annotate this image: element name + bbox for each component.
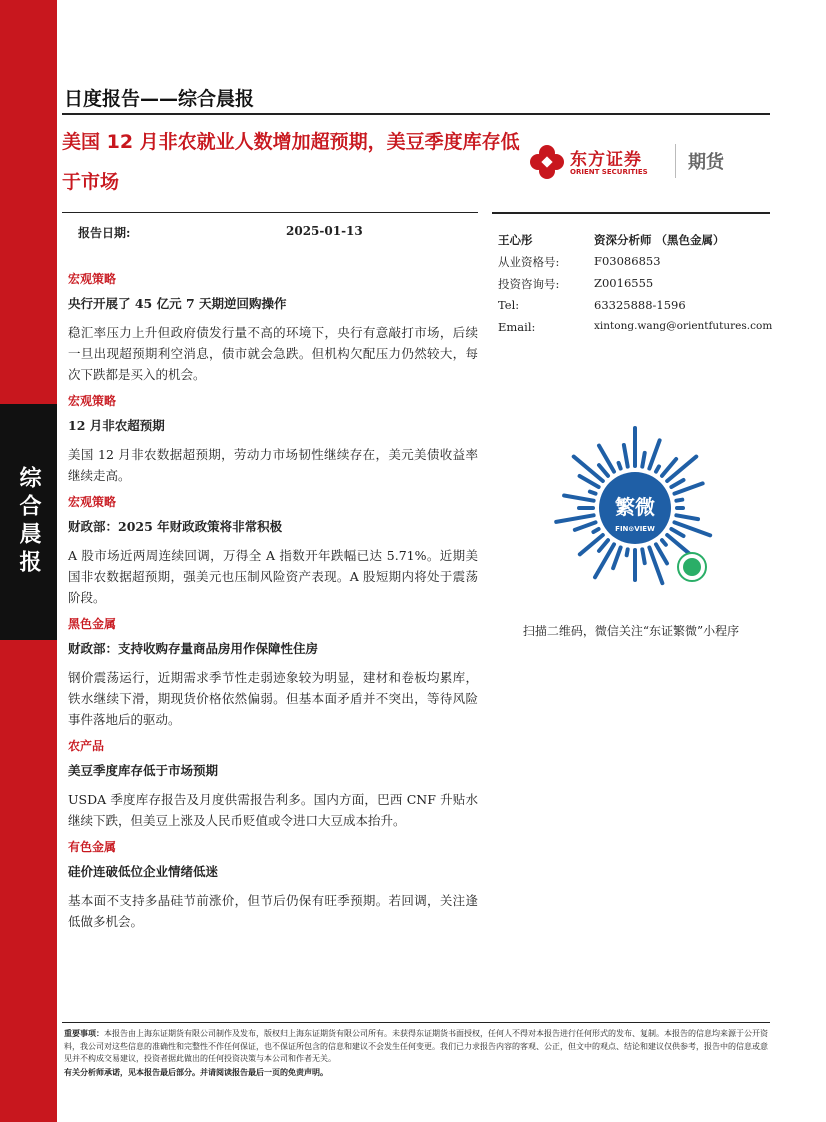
summary-section xyxy=(68,737,478,831)
summary-section xyxy=(68,838,478,932)
qr-spoke xyxy=(627,549,628,555)
section-text: 美国 12 月非农数据超预期，劳动力市场韧性继续存在，美元美债收益率继续走高。 xyxy=(68,447,478,483)
qr-spoke xyxy=(574,457,603,481)
qr-label-en: FIN⊙VIEW xyxy=(615,525,655,533)
section-category: 黑色金属 xyxy=(68,617,117,631)
analyst-title: 资深分析师 （黑色金属） xyxy=(594,233,725,247)
section-title: 财政部：2025 年财政政策将非常积极 xyxy=(68,519,283,534)
qr-spoke xyxy=(667,457,696,481)
qr-spoke xyxy=(642,549,644,563)
disclaimer-text: 本报告由上海东证期货有限公司制作及发布，版权归上海东证期货有限公司所有。未获得东证期货书面授权，任何人不得对本报告进行任何形式的发布、复制。本报告的信息均来源于公开资料，我公司对这些信息的准确性和完整性不作任何保证，也不保证所包含的信息和建议不会发生任何变更。我们已力求报告内容的客观、公正，但文中的观点、结论和建议仅供参考，报告中的信息或意见并不构成交易建议，投资者据此做出的任何投资决策与本公司和作者无关。 xyxy=(64,1029,768,1063)
report-type: 日度报告——综合晨报 xyxy=(64,88,255,110)
disclaimer xyxy=(64,1027,772,1079)
report-date-value: 2025-01-13 xyxy=(286,224,363,238)
report-date-label: 报告日期: xyxy=(78,226,131,240)
qr-spoke xyxy=(556,515,593,522)
qr-spoke xyxy=(676,515,698,519)
report-headline: 美国 12 月非农就业人数增加超预期，美豆季度库存低于市场 xyxy=(62,131,520,193)
qr-spoke xyxy=(676,500,682,501)
section-text: 稳汇率压力上升但政府债发行量不高的环境下，央行有意敲打市场，后续一旦出现超预期利空消息，债市就会急跌。但机构欠配压力仍然较大，每次下跌都是买入的机会。 xyxy=(68,325,478,382)
section-title: 硅价连破低位企业情绪低迷 xyxy=(68,864,219,879)
qr-spoke xyxy=(671,480,683,487)
logo-name: 东方证券 xyxy=(570,150,642,170)
section-text: 基本面不支持多晶硅节前涨价，但节后仍保有旺季预期。若回调，关注逢低做多机会。 xyxy=(68,893,478,929)
qr-spoke xyxy=(667,535,690,554)
analyst-commitment-note: 有关分析师承诺，见本报告最后部分。并请阅读报告最后一页的免责声明。 xyxy=(64,1066,328,1077)
qr-spoke xyxy=(564,495,594,500)
divider xyxy=(492,212,770,214)
section-text: 钢价震荡运行，近期需求季节性走弱迹象较为明显，建材和卷板均累库，铁水继续下滑，期现货价格依然偏弱。但基本面矛盾并不突出，等待风险事件落地后的驱动。 xyxy=(68,670,478,727)
divider xyxy=(62,212,478,213)
qr-spoke xyxy=(599,465,608,476)
logo-futures: 期货 xyxy=(688,152,724,173)
summary-section xyxy=(68,270,478,385)
qr-spoke xyxy=(619,463,621,469)
analyst-row xyxy=(498,320,773,342)
section-text: A 股市场近两周连续回调，万得全 A 指数开年跌幅已达 5.71%。近期美国非农数据超预期，强美元也压制风险资产表现。A 股短期内将处于震荡阶段。 xyxy=(68,548,478,605)
analyst-row-value: F03086853 xyxy=(594,254,661,268)
analyst-info xyxy=(498,232,773,342)
analyst-name: 王心彤 xyxy=(498,233,533,247)
side-section-label: 综合晨报 xyxy=(0,404,57,640)
mini-program-qr-code-icon[interactable] xyxy=(542,415,728,601)
qr-spoke xyxy=(575,522,596,530)
qr-spoke xyxy=(624,445,628,467)
summary-section xyxy=(68,493,478,608)
analyst-row-key: Tel: xyxy=(498,298,520,312)
summary-section xyxy=(68,392,478,486)
qr-spoke xyxy=(599,540,608,551)
qr-label-cn: 繁微 xyxy=(615,495,655,519)
section-category: 有色金属 xyxy=(68,840,117,854)
section-text: USDA 季度库存报告及月度供需报告利多。国内方面，巴西 CNF 升贴水继续下跌，但美豆上涨及人民币贬值或令进口大豆成本抬升。 xyxy=(68,792,478,828)
qr-spoke xyxy=(656,466,659,471)
wechat-mini-program-dot xyxy=(683,558,701,576)
section-category: 宏观策略 xyxy=(68,272,117,286)
qr-spoke xyxy=(590,492,596,494)
analyst-row-key: 投资咨询号: xyxy=(498,277,560,291)
logo-subtitle: ORIENT SECURITIES xyxy=(570,168,648,176)
analyst-row xyxy=(498,254,770,276)
qr-spoke xyxy=(649,440,659,468)
qr-caption: 扫描二维码，微信关注“东证繁微”小程序 xyxy=(522,624,740,638)
qr-spoke xyxy=(671,529,683,536)
qr-spoke xyxy=(662,540,666,545)
section-title: 央行开展了 45 亿元 7 天期逆回购操作 xyxy=(68,296,287,311)
qr-spoke xyxy=(593,529,598,532)
disclaimer-label: 重要事项： xyxy=(64,1028,104,1038)
section-title: 12 月非农超预期 xyxy=(68,418,165,433)
analyst-row-value: 63325888-1596 xyxy=(594,298,686,312)
qr-spoke xyxy=(613,547,621,568)
section-category: 宏观策略 xyxy=(68,495,117,509)
analyst-row-value: Z0016555 xyxy=(594,276,654,290)
analyst-row xyxy=(498,298,770,320)
section-category: 宏观策略 xyxy=(68,394,117,408)
summary-sections xyxy=(68,270,478,939)
analyst-row-key: Email: xyxy=(498,320,536,334)
divider xyxy=(62,113,770,115)
logo-divider xyxy=(675,144,676,178)
analyst-row xyxy=(498,276,770,298)
qr-spoke xyxy=(656,544,667,563)
section-category: 农产品 xyxy=(68,739,105,753)
analyst-header xyxy=(498,232,770,254)
divider xyxy=(62,1022,770,1023)
analyst-email-link[interactable]: xintong.wang@orientfutures.com xyxy=(594,320,773,332)
section-title: 美豆季度库存低于市场预期 xyxy=(68,763,219,778)
section-title: 财政部：支持收购存量商品房用作保障性住房 xyxy=(68,641,319,656)
summary-section xyxy=(68,615,478,730)
analyst-row-key: 从业资格号: xyxy=(498,255,560,269)
qr-spoke xyxy=(642,453,644,467)
